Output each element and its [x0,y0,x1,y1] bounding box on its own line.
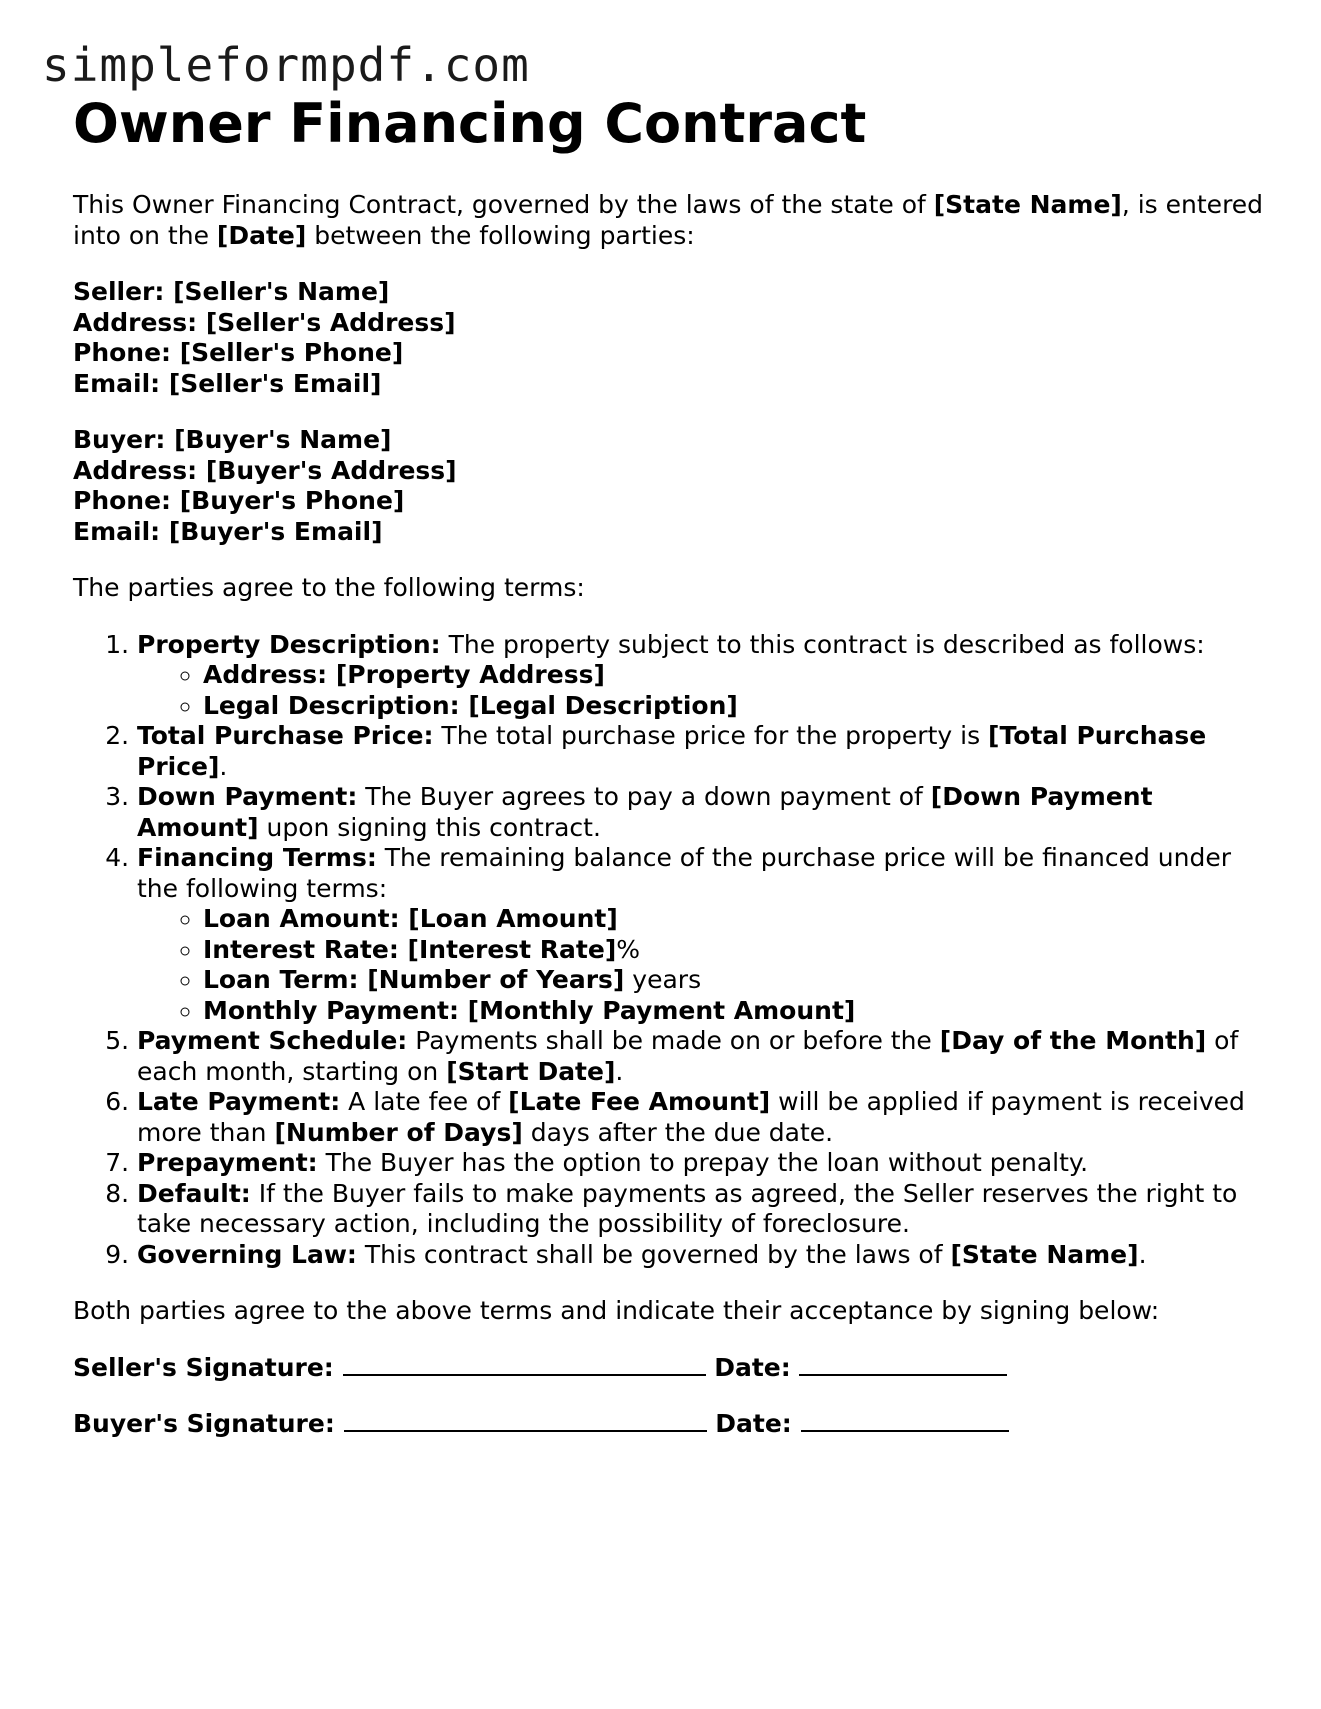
seller-signature-row [73,1353,1273,1384]
financing-sublist [137,904,1273,1026]
seller-name: Seller: [Seller's Name] [73,277,390,306]
term-governing-law: 9. Governing Law: This contract shall be governed by the laws of [State Name]. [137,1240,1273,1271]
seller-address: Address: [Seller's Address] [73,307,456,337]
seller-block [73,277,1273,399]
seller-date-line[interactable] [799,1354,1007,1376]
term-payment-schedule: 5. Payment Schedule: Payments shall be made on or before the [Day of the Month] of each month, starting on [Start Date]. [137,1026,1273,1087]
document-body [73,92,1273,1466]
legal-description: ◦ Legal Description: [Legal Description] [203,691,1273,722]
buyer-phone: Phone: [Buyer's Phone] [73,486,405,515]
term-down-payment: 3. Down Payment: The Buyer agrees to pay a down payment of [Down Payment Amount] upon signing this contract. [137,782,1273,843]
monthly-payment: ◦ Monthly Payment: [Monthly Payment Amount] [203,996,1273,1027]
buyer-date-line[interactable] [801,1410,1009,1432]
buyer-email: Email: [Buyer's Email] [73,516,383,546]
term-prepayment: 7. Prepayment: The Buyer has the option to prepay the loan without penalty. [137,1148,1273,1179]
seller-signature-label: Seller's Signature: [73,1352,334,1382]
buyer-name: Buyer: [Buyer's Name] [73,425,392,454]
term-late-payment: 6. Late Payment: A late fee of [Late Fee Amount] will be applied if payment is received more than [Number of Days] days after the due date. [137,1087,1273,1148]
seller-date-label: Date: [714,1352,791,1382]
term-property-description: 1. Property Description: The property subject to this contract is described as follows: ◦ Address: [Property Address] ◦ Legal Description: [Legal Description] [137,630,1273,722]
seller-phone: Phone: [Seller's Phone] [73,338,404,367]
interest-rate: ◦ Interest Rate: [Interest Rate]% [203,935,1273,966]
buyer-date-label: Date: [715,1409,792,1438]
terms-list [73,630,1273,1271]
watermark: simpleformpdf.com [42,38,530,92]
document-title: Owner Financing Contract [73,92,867,155]
loan-amount: ◦ Loan Amount: [Loan Amount] [203,904,1273,935]
closing-paragraph: Both parties agree to the above terms and indicate their acceptance by signing below: [73,1296,1160,1325]
intro-paragraph: This Owner Financing Contract, governed by the laws of the state of [State Name], is entered into on the [Date] between the following parties: [73,190,1264,250]
terms-intro: The parties agree to the following terms: [73,573,585,602]
property-sublist [137,660,1273,721]
seller-email: Email: [Seller's Email] [73,368,382,398]
term-financing-terms: 4. Financing Terms: The remaining balance of the purchase price will be financed under the following terms: ◦ Loan Amount: [Loan Amount] ◦ Interest Rate: [Interest Rate]% ◦ Loan Term: [Number of Years] years ◦ Monthly Payment: [Monthly Payment Amount] [137,843,1273,1026]
loan-term: ◦ Loan Term: [Number of Years] years [203,965,1273,996]
buyer-signature-row [73,1409,1273,1440]
property-address: ◦ Address: [Property Address] [203,660,1273,691]
term-default: 8. Default: If the Buyer fails to make payments as agreed, the Seller reserves the right to take necessary action, including the possibility of foreclosure. [137,1179,1273,1240]
buyer-signature-label: Buyer's Signature: [73,1409,335,1438]
term-total-purchase-price: 2. Total Purchase Price: The total purchase price for the property is [Total Purchase Price]. [137,721,1273,782]
seller-signature-line[interactable] [343,1354,706,1376]
buyer-address: Address: [Buyer's Address] [73,455,457,485]
buyer-block [73,425,1273,547]
buyer-signature-line[interactable] [344,1410,707,1432]
